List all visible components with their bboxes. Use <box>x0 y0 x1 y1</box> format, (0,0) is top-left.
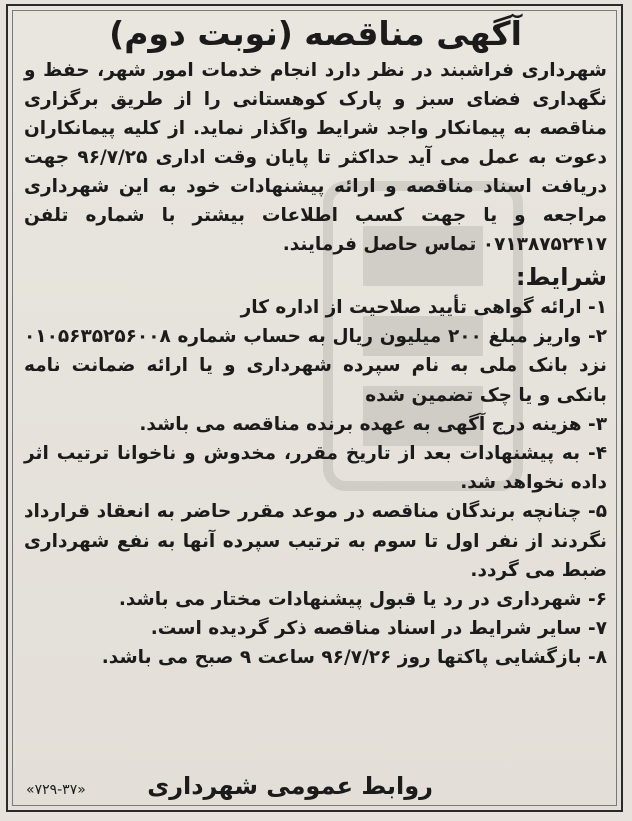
condition-item: ۸- بازگشایی پاکتها روز ۹۶/۷/۲۶ ساعت ۹ صبح می باشد. <box>101 647 607 669</box>
condition-item: ۵- چنانچه برندگان مناقصه در موعد مقرر حاضر به انعقاد قرارداد نگردند از نفر اول تا سوم به ترتیب سپرده آنها به نفع شهرداری ضبط می گردد. <box>24 501 607 581</box>
ad-intro-paragraph: شهرداری فراشبند در نظر دارد انجام خدمات امور شهر، حفظ و نگهداری فضای سبز و پارک کوهستانی را از طریق برگزاری مناقصه به پیمانکار واجد شرایط واگذار نماید. از کلیه پیمانکاران دعوت به عمل می آید حداکثر تا پایان وقت اداری ۹۶/۷/۲۵ جهت دریافت اسناد مناقصه و ارائه پیشنهادات خود به این شهرداری مراجعه و یا جهت کسب اطلاعات بیشتر با شماره تلفن ۰۷۱۳۸۷۵۲۴۱۷ تماس حاصل فرمایند. <box>24 60 608 255</box>
condition-item: ۳- هزینه درج آگهی به عهده برنده مناقصه می باشد. <box>139 413 607 435</box>
conditions-heading: شرایط: <box>515 263 607 291</box>
ad-title: آگهی مناقصه (نوبت دوم) <box>109 14 522 53</box>
condition-item: ۱- ارائه گواهی تأیید صلاحیت از اداره کار <box>240 297 607 318</box>
condition-item: ۴- به پیشنهادات بعد از تاریخ مقرر، مخدوش و ناخوانا ترتیب اثر داده نخواهد شد. <box>24 443 607 494</box>
condition-item: ۶- شهرداری در رد یا قبول پیشنهادات مختار می باشد. <box>118 589 607 611</box>
conditions-list <box>24 293 607 673</box>
signature: روابط عمومی شهرداری <box>147 772 433 800</box>
ad-content <box>24 14 607 673</box>
condition-item: ۷- سایر شرایط در اسناد مناقصه ذکر گردیده است. <box>150 618 607 640</box>
ad-frame <box>6 4 623 812</box>
ad-code: «۷۲۹-۳۷» <box>26 782 86 798</box>
ad-footer <box>26 772 603 800</box>
condition-item: ۲- واریز مبلغ ۲۰۰ میلیون ریال به حساب شماره ۰۱۰۵۶۳۵۲۵۶۰۰۸ نزد بانک ملی به نام سپرده شهرداری و یا ارائه ضمانت نامه بانکی و یا چک تضمین شده <box>24 326 607 406</box>
